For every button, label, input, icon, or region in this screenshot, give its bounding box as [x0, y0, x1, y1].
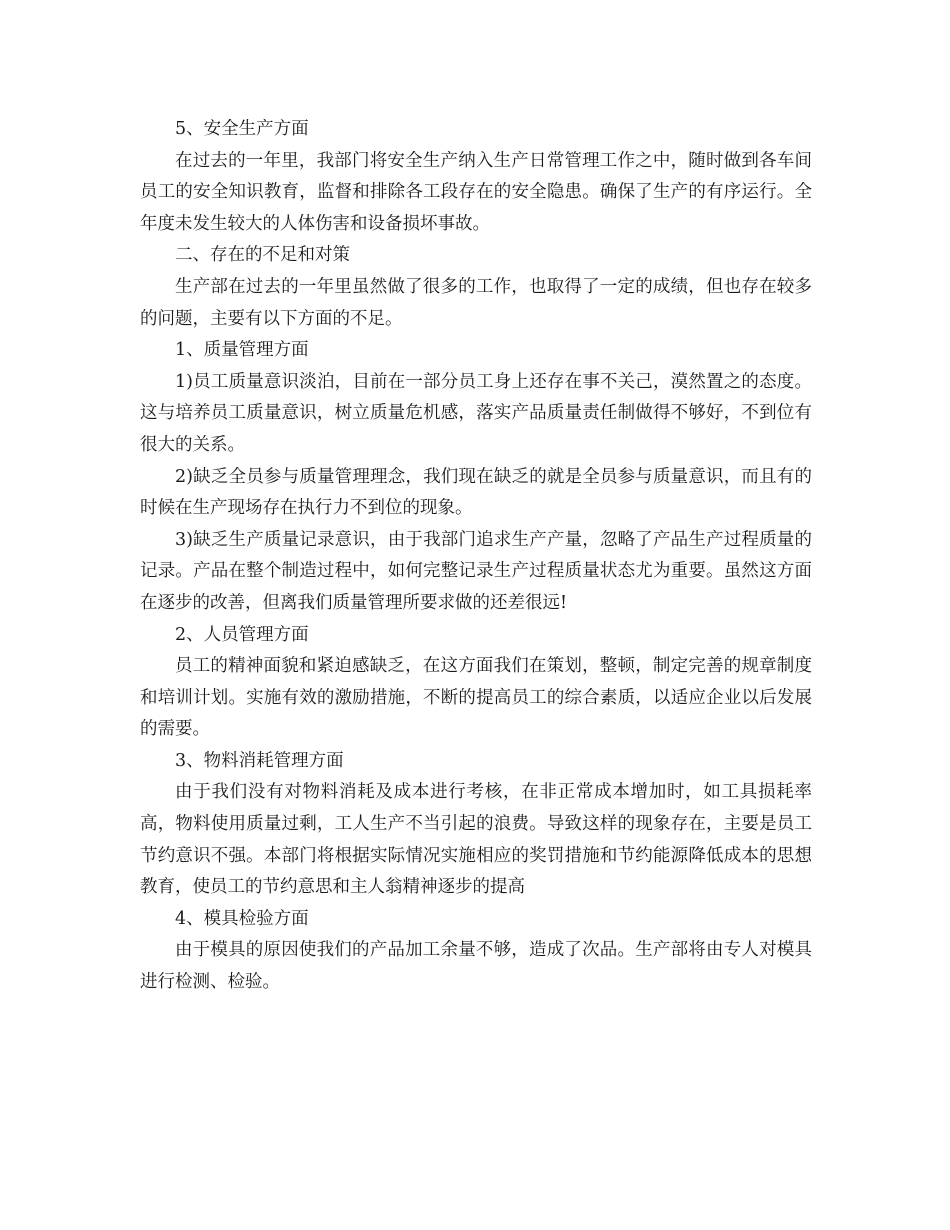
section-heading: 4、模具检验方面	[175, 908, 309, 929]
body-paragraph: 在过去的一年里，我部门将安全生产纳入生产日常管理工作之中，随时做到各车间员工的安全知识教育，监督和排除各工段存在的安全隐患。确保了生产的有序运行。全年度未发生较大的人体伤害和设备损坏事故。	[140, 150, 812, 234]
body-paragraph: 2)缺乏全员参与质量管理理念，我们现在缺乏的就是全员参与质量意识，而且有的时候在生产现场存在执行力不到位的现象。	[140, 466, 812, 519]
section-heading: 二、存在的不足和对策	[175, 245, 350, 266]
section-heading: 5、安全生产方面	[175, 119, 309, 139]
body-paragraph: 由于我们没有对物料消耗及成本进行考核，在非正常成本增加时，如工具损耗率高，物料使用质量过剩，工人生产不当引起的浪费。导致这样的现象存在，主要是员工节约意识不强。本部门将根据实际情况实施相应的奖罚措施和节约能源降低成本的思想教育，使员工的节约意思和主人翁精神逐步的提高	[140, 782, 812, 898]
document-body	[140, 114, 812, 999]
body-paragraph: 由于模具的原因使我们的产品加工余量不够，造成了次品。生产部将由专人对模具进行检测、检验。	[140, 940, 812, 993]
body-paragraph: 员工的精神面貌和紧迫感缺乏，在这方面我们在策划，整顿，制定完善的规章制度和培训计划。实施有效的激励措施，不断的提高员工的综合素质，以适应企业以后发展的需要。	[140, 656, 812, 740]
section-heading: 2、人员管理方面	[175, 624, 309, 645]
body-paragraph: 3)缺乏生产质量记录意识，由于我部门追求生产产量，忽略了产品生产过程质量的记录。产品在整个制造过程中，如何完整记录生产过程质量状态尤为重要。虽然这方面在逐步的改善，但离我们质量管理所要求做的还差很远!	[140, 529, 812, 613]
section-heading: 3、物料消耗管理方面	[175, 750, 344, 771]
body-paragraph: 生产部在过去的一年里虽然做了很多的工作，也取得了一定的成绩，但也存在较多的问题，主要有以下方面的不足。	[140, 276, 812, 329]
body-paragraph: 1)员工质量意识淡泊，目前在一部分员工身上还存在事不关己，漠然置之的态度。这与培养员工质量意识，树立质量危机感，落实产品质量责任制做得不够好，不到位有很大的关系。	[140, 371, 812, 455]
section-heading: 1、质量管理方面	[175, 340, 309, 361]
